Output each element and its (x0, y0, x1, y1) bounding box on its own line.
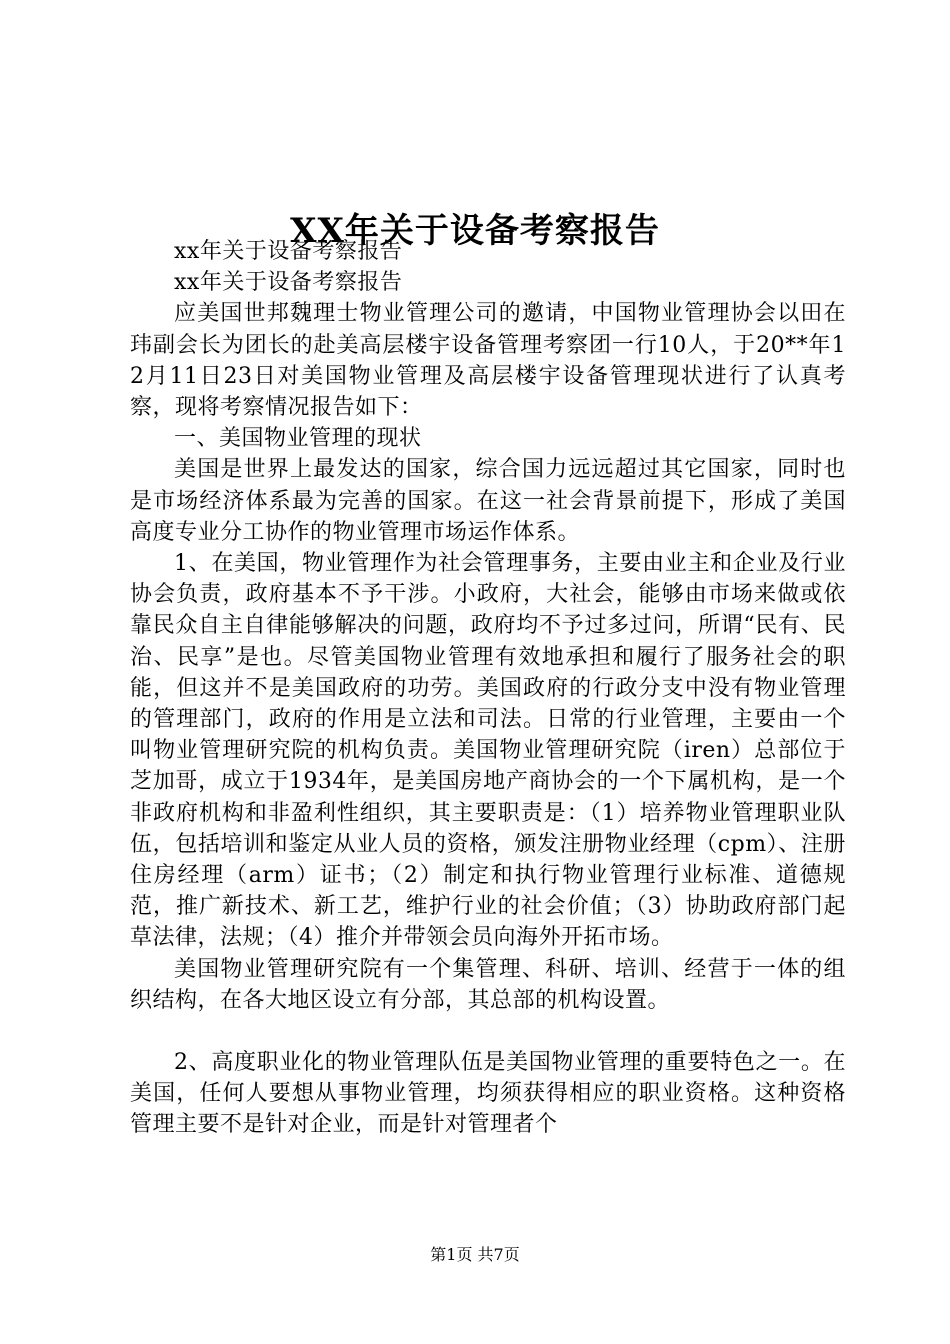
page-title: XX年关于设备考察报告 (290, 210, 660, 251)
paragraph: xx年关于设备考察报告 (174, 239, 403, 264)
paragraph: 美国是世界上最发达的国家，综合国力远远超过其它国家，同时也是市场经济体系最为完善的国家。在这一社会背景前提下，形成了美国高度专业分工协作的物业管理市场运作体系。 (130, 457, 846, 545)
paragraph: 美国物业管理研究院有一个集管理、科研、培训、经营于一体的组织结构，在各大地区设立有分部，其总部的机构设置。 (130, 956, 846, 1013)
section-heading: 一、美国物业管理的现状 (174, 426, 422, 452)
paragraph: xx年关于设备考察报告 (174, 270, 403, 296)
paragraph: 应美国世邦魏理士物业管理公司的邀请，中国物业管理协会以田在玮副会长为团长的赴美高层楼宇设备管理考察团一行10人，于20**年12月11日23日对美国物业管理及高层楼宇设备管理现状进行了认真考察，现将考察情况报告如下： (130, 301, 846, 421)
paragraph: 1、在美国，物业管理作为社会管理事务，主要由业主和企业及行业协会负责，政府基本不予干涉。小政府，大社会，能够由市场来做或依靠民众自主自律能够解决的问题，政府均不予过多过问，所谓“民有、民治、民享”是也。尽管美国物业管理有效地承担和履行了服务社会的职能，但这并不是美国政府的功劳。美国政府的行政分支中没有物业管理的管理部门，政府的作用是立法和司法。日常的行业管理，主要由一个叫物业管理研究院的机构负责。美国物业管理研究院（iren）总部位于芝加哥，成立于1934年，是美国房地产商协会的一个下属机构，是一个非政府机构和非盈利性组织，其主要职责是：（1）培养物业管理职业队伍，包括培训和鉴定从业人员的资格，颁发注册物业经理（cpm）、注册住房经理（arm）证书；（2）制定和执行物业管理行业标准、道德规范，推广新技术、新工艺，维护行业的社会价值；（3）协助政府部门起草法律，法规；（4）推介并带领会员向海外开拓市场。 (130, 551, 846, 951)
document-body (130, 236, 846, 1141)
page-footer: 第1页 共7页 (430, 1245, 520, 1264)
paragraph: 2、高度职业化的物业管理队伍是美国物业管理的重要特色之一。在美国，任何人要想从事物业管理，均须获得相应的职业资格。这种资格管理主要不是针对企业，而是针对管理者个 (130, 1050, 846, 1138)
